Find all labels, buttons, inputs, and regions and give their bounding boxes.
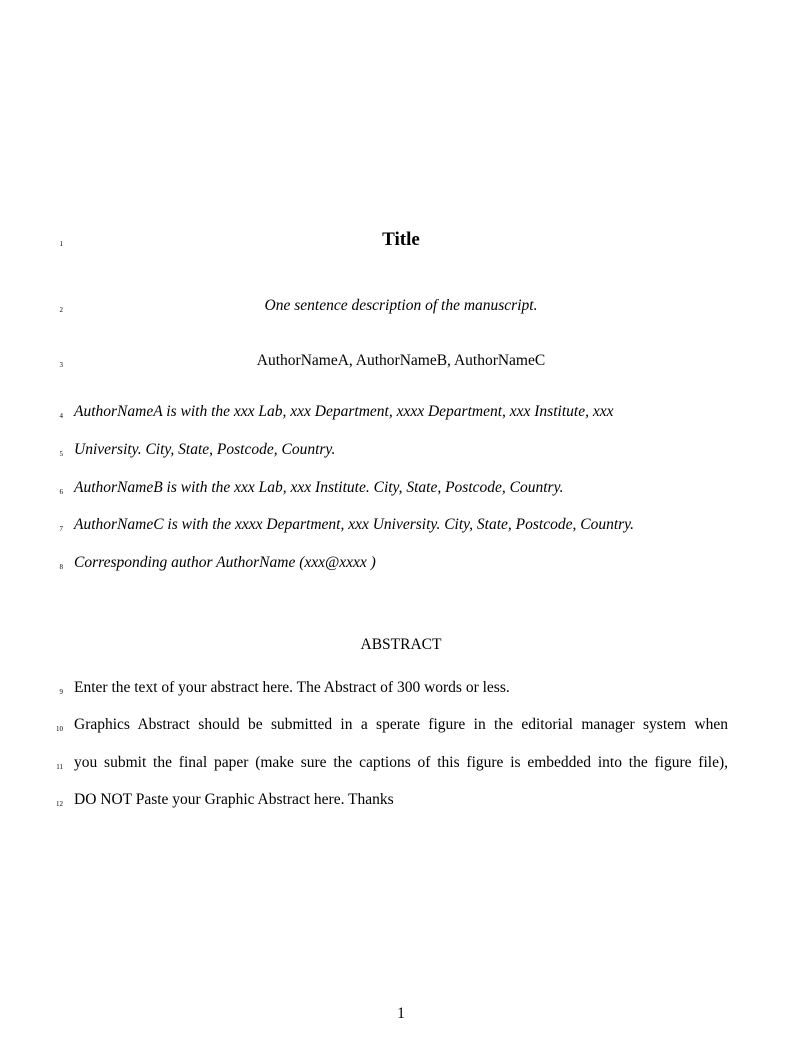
page-number: 1 xyxy=(397,1005,405,1022)
manuscript-line xyxy=(0,476,794,500)
manuscript-line xyxy=(0,400,794,424)
line-number: 5 xyxy=(59,450,63,458)
line-number: 12 xyxy=(56,800,63,808)
line-number: 4 xyxy=(59,412,63,420)
manuscript-line xyxy=(0,713,794,737)
line-number: 9 xyxy=(59,688,63,696)
line-number: 3 xyxy=(59,361,63,369)
line-number: 2 xyxy=(59,306,63,314)
manuscript-line xyxy=(0,551,794,575)
abstract-heading: ABSTRACT xyxy=(360,636,442,653)
manuscript-line xyxy=(0,349,794,373)
line-number: 11 xyxy=(56,763,63,771)
abstract-line: Enter the text of your abstract here. The Abstract of 300 words or less. xyxy=(74,679,510,696)
manuscript-line xyxy=(0,751,794,775)
abstract-line: DO NOT Paste your Graphic Abstract here. Thanks xyxy=(74,791,394,808)
affiliation-c: AuthorNameC is with the xxxx Department, xxx University. City, State, Postcode, Country. xyxy=(74,516,635,533)
affiliation-a-line2: University. City, State, Postcode, Country. xyxy=(74,441,336,458)
manuscript-line xyxy=(0,513,794,537)
line-number: 1 xyxy=(59,240,63,248)
manuscript-line xyxy=(0,788,794,812)
affiliation-b: AuthorNameB is with the xxx Lab, xxx Institute. City, State, Postcode, Country. xyxy=(74,479,564,496)
affiliation-a-line1: AuthorNameA is with the xxx Lab, xxx Department, xxxx Department, xxx Institute, xxx xyxy=(74,403,614,420)
line-number: 6 xyxy=(59,488,63,496)
line-number: 8 xyxy=(59,563,63,571)
manuscript-line xyxy=(0,676,794,700)
author-list: AuthorNameA, AuthorNameB, AuthorNameC xyxy=(256,352,546,369)
line-number: 10 xyxy=(56,725,63,733)
manuscript-title: Title xyxy=(382,229,420,250)
manuscript-description: One sentence description of the manuscript. xyxy=(264,297,538,314)
corresponding-author: Corresponding author AuthorName (xxx@xxxx ) xyxy=(74,554,376,571)
manuscript-line xyxy=(0,228,794,252)
abstract-line: you submit the final paper (make sure the captions of this figure is embedded into the figure file), xyxy=(74,754,728,771)
line-number: 7 xyxy=(59,525,63,533)
manuscript-line xyxy=(0,438,794,462)
manuscript-line xyxy=(0,294,794,318)
abstract-line: Graphics Abstract should be submitted in a sperate figure in the editorial manager system when xyxy=(74,716,728,733)
